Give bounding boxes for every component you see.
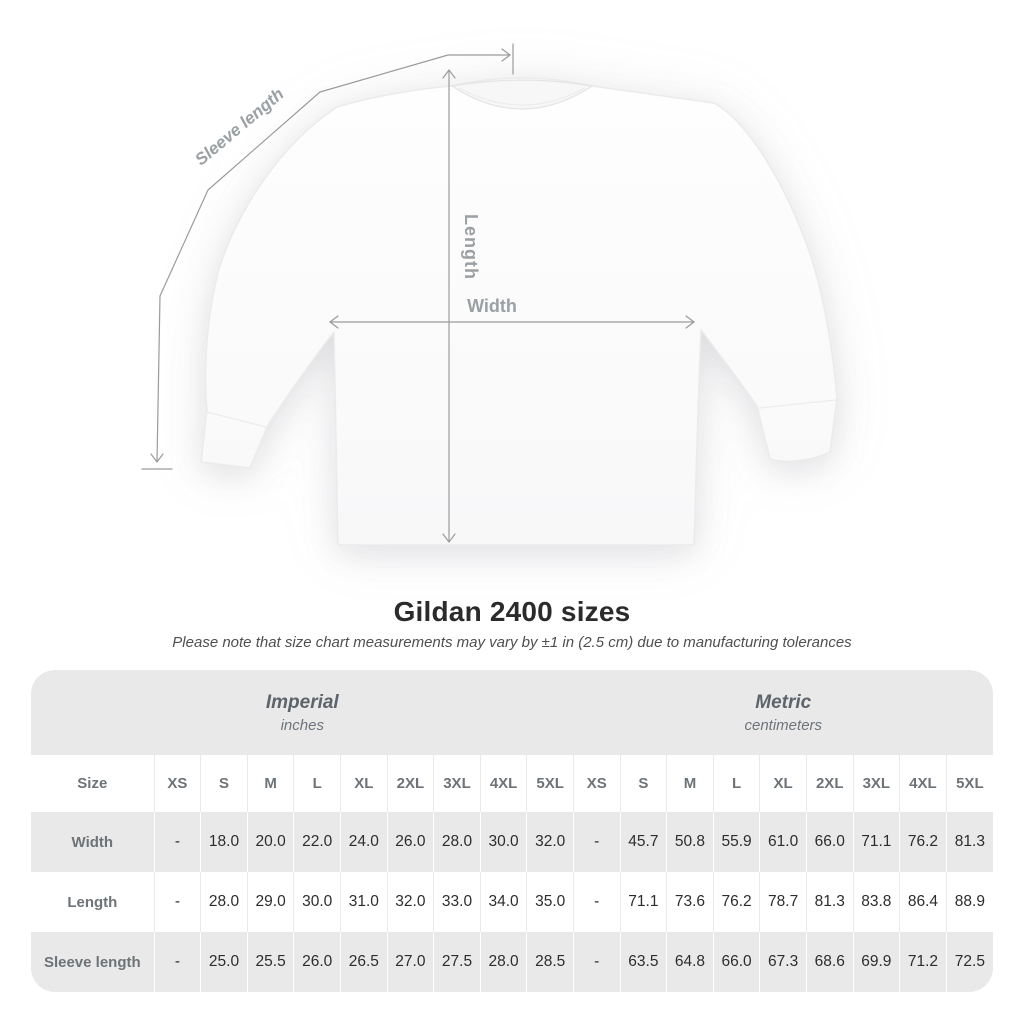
page-title: Gildan 2400 sizes [393, 596, 631, 627]
measurement-cell: 61.0 [760, 812, 807, 872]
row-sleeve-length [31, 932, 993, 992]
size-header-m: M [247, 755, 294, 812]
unit-group-imperial [31, 670, 574, 755]
size-header-xs: XS [573, 755, 620, 812]
width-label: Width [467, 296, 517, 316]
measurement-cell: 76.2 [900, 812, 947, 872]
size-header-2xl: 2XL [806, 755, 853, 812]
measurement-cell: 26.0 [294, 932, 341, 992]
measurement-cell: 28.0 [434, 812, 481, 872]
page-subtitle: Please note that size chart measurements may vary by ±1 in (2.5 cm) due to manufacturing tolerances [172, 634, 852, 651]
measurement-cell: 32.0 [527, 812, 574, 872]
measurement-cell: 27.0 [387, 932, 434, 992]
imperial-label: Imperial [265, 691, 339, 713]
measurement-cell: 28.5 [527, 932, 574, 992]
measurement-cell: 68.6 [806, 932, 853, 992]
measurement-cell: 83.8 [853, 872, 900, 932]
measurement-cell: 76.2 [713, 872, 760, 932]
measurement-cell: 27.5 [434, 932, 481, 992]
size-column-header: Size [77, 775, 108, 792]
row-label: Length [67, 893, 118, 911]
size-header-4xl: 4XL [900, 755, 947, 812]
size-header-5xl: 5XL [946, 755, 993, 812]
measurement-cell: 67.3 [760, 932, 807, 992]
size-header-xl: XL [760, 755, 807, 812]
measurement-cell: 34.0 [480, 872, 527, 932]
length-label: Length [461, 214, 481, 280]
measurement-cell: 63.5 [620, 932, 667, 992]
measurement-cell: 32.0 [387, 872, 434, 932]
measurement-cell: 31.0 [341, 872, 388, 932]
measurement-cell: 20.0 [247, 812, 294, 872]
size-header-5xl: 5XL [527, 755, 574, 812]
measurement-cell: 88.9 [946, 872, 993, 932]
measurement-cell: 72.5 [946, 932, 993, 992]
size-header-l: L [713, 755, 760, 812]
measurement-cell: 26.5 [341, 932, 388, 992]
measurement-cell: 33.0 [434, 872, 481, 932]
row-label: Width [71, 833, 114, 851]
row-label: Sleeve length [43, 953, 141, 971]
measurement-cell: 81.3 [806, 872, 853, 932]
measurement-cell: 45.7 [620, 812, 667, 872]
size-table [31, 670, 993, 992]
measurement-cell: 73.6 [667, 872, 714, 932]
imperial-sublabel: inches [280, 716, 324, 734]
shirt-illustration [201, 78, 837, 545]
size-header-m: M [667, 755, 714, 812]
measurement-cell: 66.0 [713, 932, 760, 992]
measurement-cell: 71.1 [620, 872, 667, 932]
measurement-cell: 26.0 [387, 812, 434, 872]
measurement-cell: 71.1 [853, 812, 900, 872]
metric-label: Metric [755, 691, 812, 713]
size-header-2xl: 2XL [387, 755, 434, 812]
measurement-cell: 55.9 [713, 812, 760, 872]
metric-sublabel: centimeters [744, 716, 823, 734]
measurement-cell: 35.0 [527, 872, 574, 932]
measurement-cell: 30.0 [480, 812, 527, 872]
sleeve-length-label: Sleeve length [191, 84, 288, 170]
measurement-cell: 50.8 [667, 812, 714, 872]
measurement-cell: - [573, 872, 620, 932]
row-width [31, 812, 993, 872]
row-length [31, 872, 993, 932]
measurement-cell: - [154, 872, 201, 932]
measurement-cell: - [154, 932, 201, 992]
measurement-cell: 69.9 [853, 932, 900, 992]
measurement-cell: - [573, 932, 620, 992]
size-header-row [31, 755, 993, 812]
size-header-l: L [294, 755, 341, 812]
measurement-cell: 28.0 [201, 872, 248, 932]
measurement-cell: 25.5 [247, 932, 294, 992]
size-header-s: S [620, 755, 667, 812]
size-header-3xl: 3XL [434, 755, 481, 812]
unit-header-row [31, 670, 993, 755]
measurement-cell: - [154, 812, 201, 872]
size-header-xl: XL [341, 755, 388, 812]
unit-group-metric [574, 670, 993, 755]
measurements-table [31, 755, 993, 992]
measurement-cell: 28.0 [480, 932, 527, 992]
size-header-xs: XS [154, 755, 201, 812]
measurement-cell: 22.0 [294, 812, 341, 872]
measurement-cell: 29.0 [247, 872, 294, 932]
measurement-cell: 81.3 [946, 812, 993, 872]
measurement-cell: 30.0 [294, 872, 341, 932]
measurement-cell: 78.7 [760, 872, 807, 932]
measurement-cell: - [573, 812, 620, 872]
size-header-4xl: 4XL [480, 755, 527, 812]
size-header-3xl: 3XL [853, 755, 900, 812]
shirt-body [201, 78, 837, 545]
size-header-s: S [201, 755, 248, 812]
measurement-cell: 71.2 [900, 932, 947, 992]
measurement-cell: 86.4 [900, 872, 947, 932]
measurement-cell: 66.0 [806, 812, 853, 872]
measurement-cell: 25.0 [201, 932, 248, 992]
measurement-cell: 18.0 [201, 812, 248, 872]
measurement-cell: 24.0 [341, 812, 388, 872]
measurement-cell: 64.8 [667, 932, 714, 992]
